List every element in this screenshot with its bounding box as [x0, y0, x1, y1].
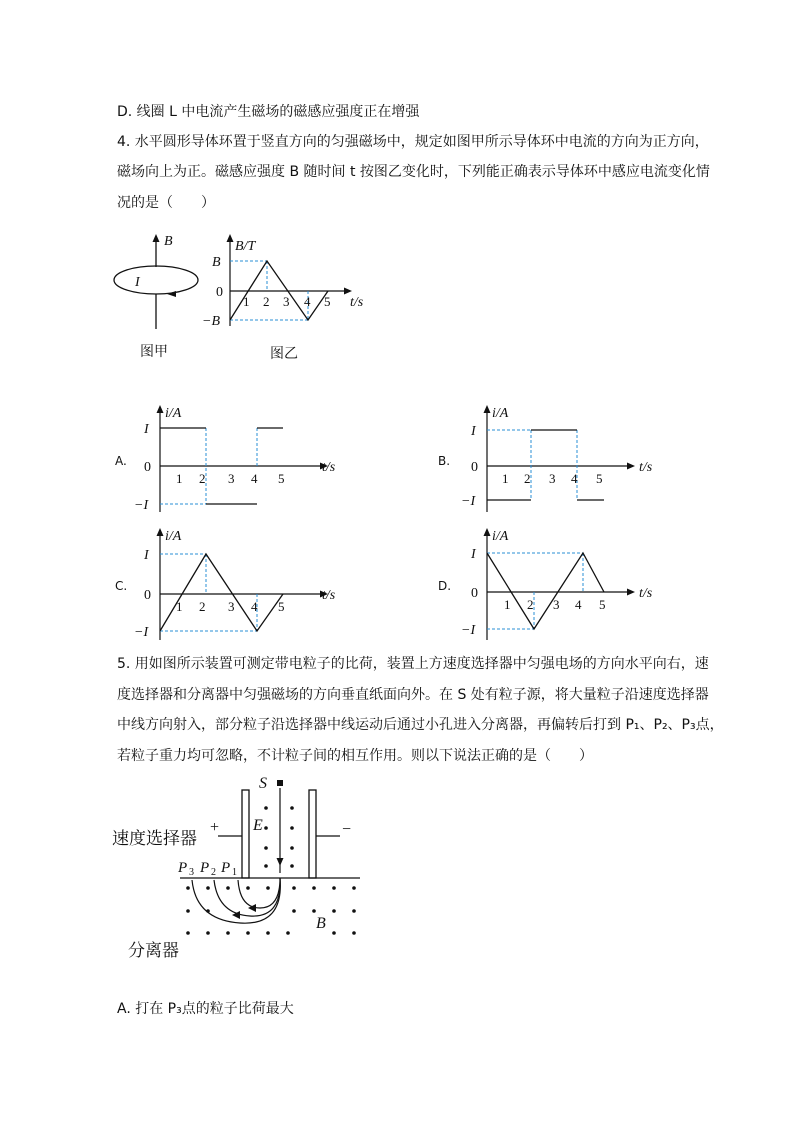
y-top: I: [144, 422, 149, 437]
p2-sub: 2: [211, 867, 216, 878]
y-label: i/A: [492, 406, 509, 421]
i-t-curve: [487, 553, 604, 629]
tick-4: 4: [571, 471, 578, 486]
y-bot: −I: [461, 623, 476, 638]
x-label: t/s: [322, 460, 336, 475]
p3-label: P: [178, 860, 188, 876]
tick-3: 3: [283, 294, 290, 309]
y-bot: −I: [134, 498, 149, 513]
tick-3: 3: [228, 599, 235, 614]
tick-3: 3: [553, 597, 560, 612]
graph-c[interactable]: [134, 520, 350, 645]
tick-4: 4: [304, 294, 311, 309]
q4-line-2: 磁场向上为正。磁感应强度 B 随时间 t 按图乙变化时，下列能正确表示导体环中感应电流变化情: [117, 164, 710, 180]
origin: 0: [471, 460, 478, 475]
graph-b[interactable]: [461, 397, 677, 517]
graph-a[interactable]: [134, 397, 350, 517]
selector-label: 速度选择器: [112, 829, 197, 849]
option-d-text: D. 线圈 L 中电流产生磁场的磁感应强度正在增强: [117, 104, 420, 120]
p-labels: [177, 860, 237, 878]
trajectory-p2: [214, 878, 280, 916]
current-direction-arrow: [167, 291, 176, 297]
figure-jia: [100, 225, 210, 365]
y-top: I: [144, 548, 149, 563]
tick-4: 4: [251, 471, 258, 486]
p3-sub: 3: [189, 867, 194, 878]
graph-d[interactable]: [461, 520, 677, 645]
b-label: B: [316, 915, 326, 932]
particle-source: [277, 780, 283, 786]
b-label: B: [164, 234, 173, 249]
tick-2: 2: [263, 294, 270, 309]
trajectory-p1: [238, 878, 280, 908]
q4-line-3: 况的是（ ）: [117, 195, 215, 211]
tick-3: 3: [549, 471, 556, 486]
right-plate: [309, 790, 316, 878]
tick-5: 5: [278, 599, 285, 614]
x-label: t/s: [639, 586, 653, 601]
origin: 0: [471, 586, 478, 601]
figure-yi: [200, 228, 380, 368]
option-d-label[interactable]: D.: [438, 579, 452, 593]
origin: 0: [144, 588, 151, 603]
tick-5: 5: [599, 597, 606, 612]
b-arrow-head: [153, 234, 160, 242]
x-label: t/s: [322, 588, 336, 603]
e-label: E: [253, 817, 263, 834]
tick-2: 2: [527, 597, 534, 612]
answer-a[interactable]: A. 打在 P₃点的粒子比荷最大: [117, 1001, 294, 1017]
i-t-curve: [160, 554, 283, 631]
tick-3: 3: [228, 471, 235, 486]
y-label: i/A: [165, 406, 182, 421]
option-c-label[interactable]: C.: [115, 579, 128, 593]
tick-2: 2: [199, 599, 206, 614]
y-top-label: B: [212, 255, 221, 270]
y-bot-label: −B: [202, 314, 220, 329]
option-a-label[interactable]: A.: [115, 454, 127, 468]
i-label: I: [135, 275, 140, 290]
tick-1: 1: [502, 471, 509, 486]
q5-line-1: 5. 用如图所示装置可测定带电粒子的比荷，装置上方速度选择器中匀强电场的方向水平向右，速: [117, 656, 709, 672]
p1-sub: 1: [232, 867, 237, 878]
left-plate: [242, 790, 249, 878]
caption-jia: 图甲: [140, 344, 168, 360]
y-top: I: [471, 424, 476, 439]
x-axis-arrow: [344, 288, 352, 295]
y-top: I: [471, 547, 476, 562]
apparatus-figure: [100, 768, 380, 968]
tick-5: 5: [324, 294, 331, 309]
y-label: i/A: [165, 529, 182, 544]
plus-label: +: [210, 819, 220, 836]
tick-4: 4: [251, 599, 258, 614]
minus-label: −: [342, 821, 352, 838]
y-axis-label: B/T: [235, 239, 256, 254]
x-label: t/s: [639, 460, 653, 475]
s-label: S: [259, 775, 267, 792]
x-axis-label: t/s: [350, 295, 364, 310]
p1-label: P: [221, 860, 231, 876]
origin-label: 0: [216, 285, 223, 300]
tick-5: 5: [596, 471, 603, 486]
tick-1: 1: [504, 597, 511, 612]
tick-1: 1: [176, 471, 183, 486]
beam-arrow: [277, 858, 284, 866]
conducting-ring: [114, 266, 198, 294]
caption-yi: 图乙: [270, 346, 298, 362]
tick-2: 2: [524, 471, 531, 486]
q5-line-4: 若粒子重力均可忽略，不计粒子间的相互作用。则以下说法正确的是（ ）: [117, 748, 593, 764]
q5-line-2: 度选择器和分离器中匀强磁场的方向垂直纸面向外。在 S 处有粒子源，将大量粒子沿速度选择器: [117, 687, 709, 703]
origin: 0: [144, 460, 151, 475]
tick-2: 2: [199, 471, 206, 486]
y-bot: −I: [134, 625, 149, 640]
y-label: i/A: [492, 529, 509, 544]
tick-5: 5: [278, 471, 285, 486]
tick-1: 1: [176, 599, 183, 614]
p2-label: P: [200, 860, 210, 876]
tick-1: 1: [243, 294, 250, 309]
tick-4: 4: [575, 597, 582, 612]
q5-line-3: 中线方向射入，部分粒子沿选择器中线运动后通过小孔进入分离器，再偏转后打到 P₁、P₂、P₃点，: [117, 717, 724, 733]
option-b-label[interactable]: B.: [438, 454, 451, 468]
q4-line-1: 4. 水平圆形导体环置于竖直方向的匀强磁场中，规定如图甲所示导体环中电流的方向为正方向，: [117, 134, 709, 150]
separator-label: 分离器: [128, 941, 179, 961]
y-bot: −I: [461, 494, 476, 509]
y-axis-arrow: [227, 234, 234, 242]
